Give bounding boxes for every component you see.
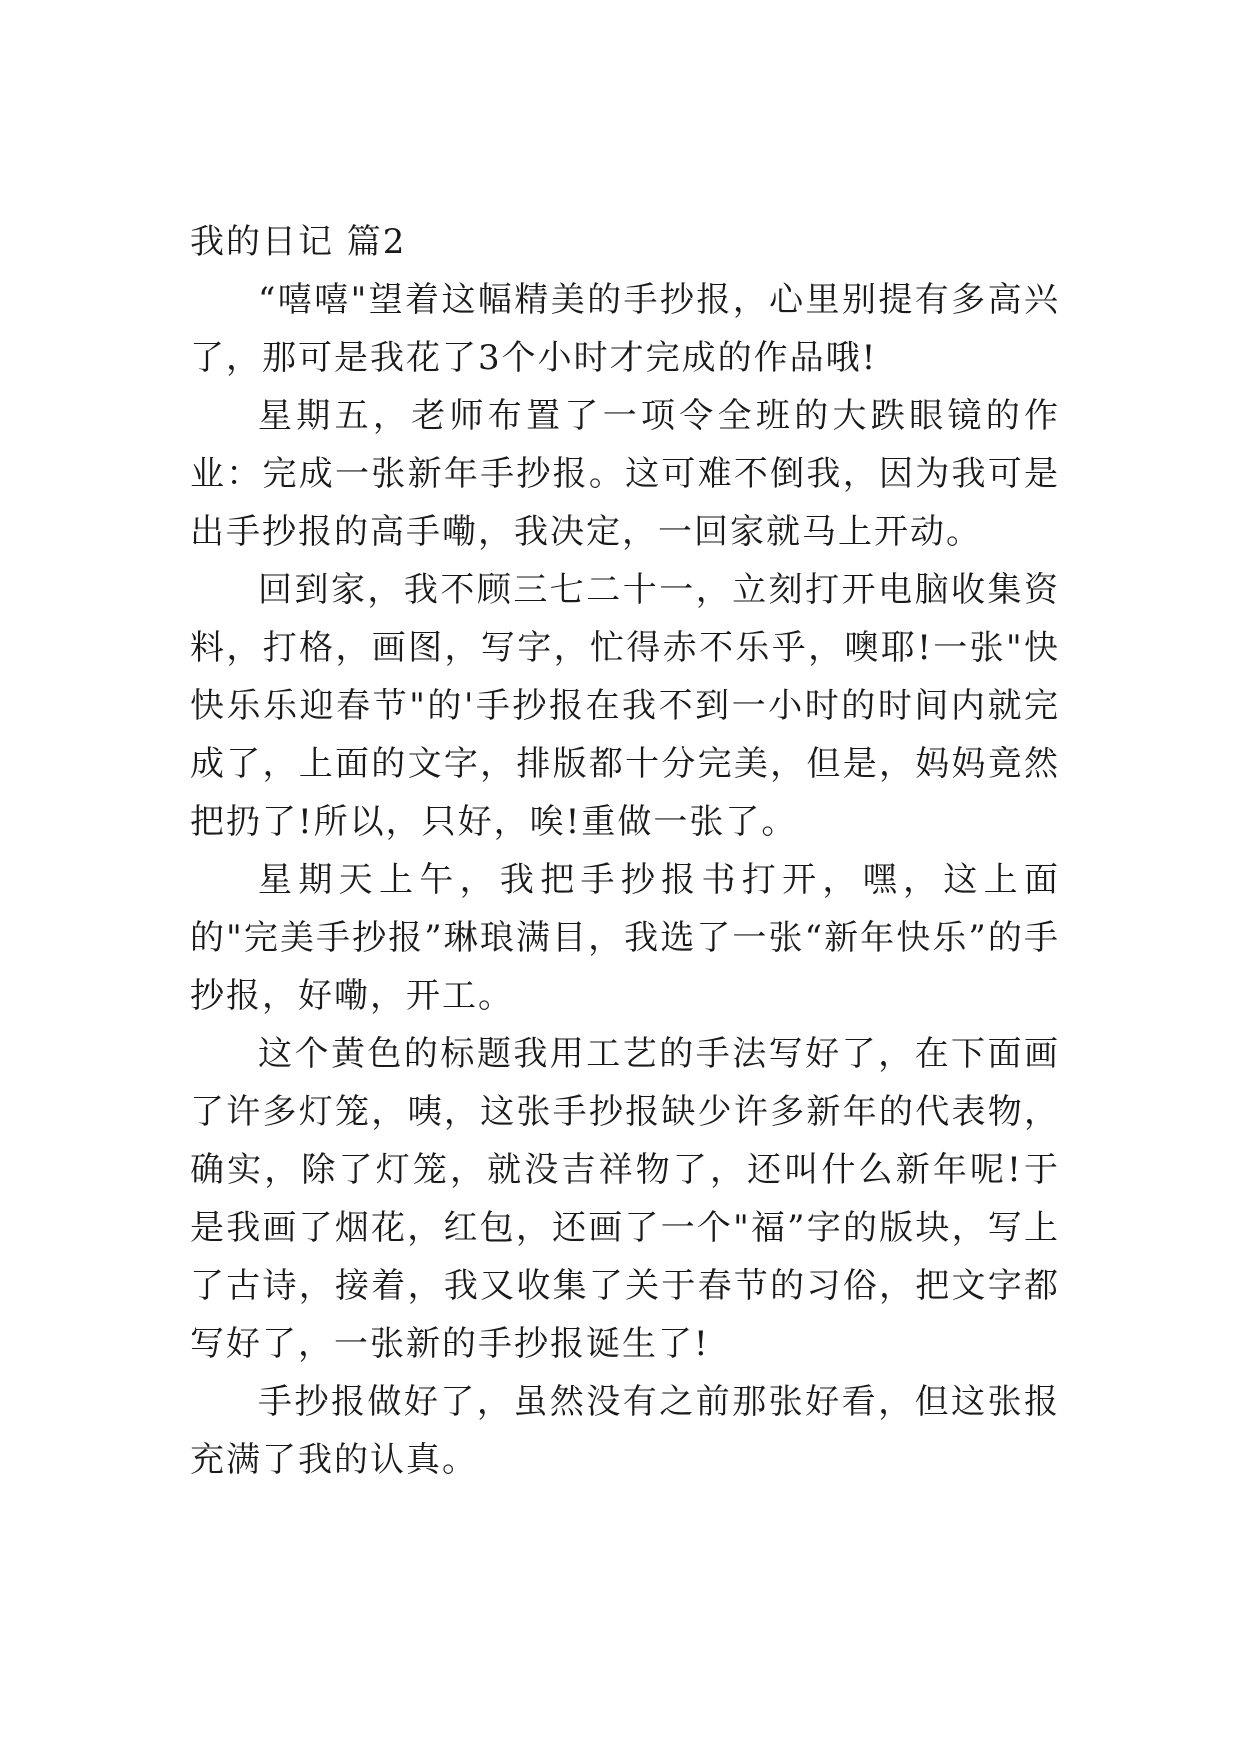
document-body xyxy=(190,213,1060,1489)
paragraph: 回到家，我不顾三七二十一，立刻打开电脑收集资料，打格，画图，写字，忙得赤不乐乎，噢耶!一张"快快乐乐迎春节"的'手抄报在我不到一小时的时间内就完成了，上面的文字，排版都十分完美，但是，妈妈竟然把扔了!所以，只好，唉!重做一张了。 xyxy=(190,570,1060,842)
paragraph: 星期天上午，我把手抄报书打开，嘿，这上面的"完美手抄报”琳琅满目，我选了一张“新年快乐”的手抄报，好嘞，开工。 xyxy=(190,860,1060,1016)
document-title: 我的日记 篇2 xyxy=(190,222,407,262)
paragraph: 星期五，老师布置了一项令全班的大跌眼镜的作业：完成一张新年手抄报。这可难不倒我，因为我可是出手抄报的高手嘞，我决定，一回家就马上开动。 xyxy=(190,396,1060,552)
paragraph: 这个黄色的标题我用工艺的手法写好了，在下面画了许多灯笼，咦，这张手抄报缺少许多新年的代表物，确实，除了灯笼，就没吉祥物了，还叫什么新年呢!于是我画了烟花，红包，还画了一个"福”字的版块，写上了古诗，接着，我又收集了关于春节的习俗，把文字都写好了，一张新的手抄报诞生了! xyxy=(190,1034,1060,1364)
paragraph: “嘻嘻"望着这幅精美的手抄报，心里别提有多高兴了，那可是我花了3个小时才完成的作品哦! xyxy=(190,280,1060,378)
paragraph: 手抄报做好了，虽然没有之前那张好看，但这张报充满了我的认真。 xyxy=(190,1382,1060,1480)
